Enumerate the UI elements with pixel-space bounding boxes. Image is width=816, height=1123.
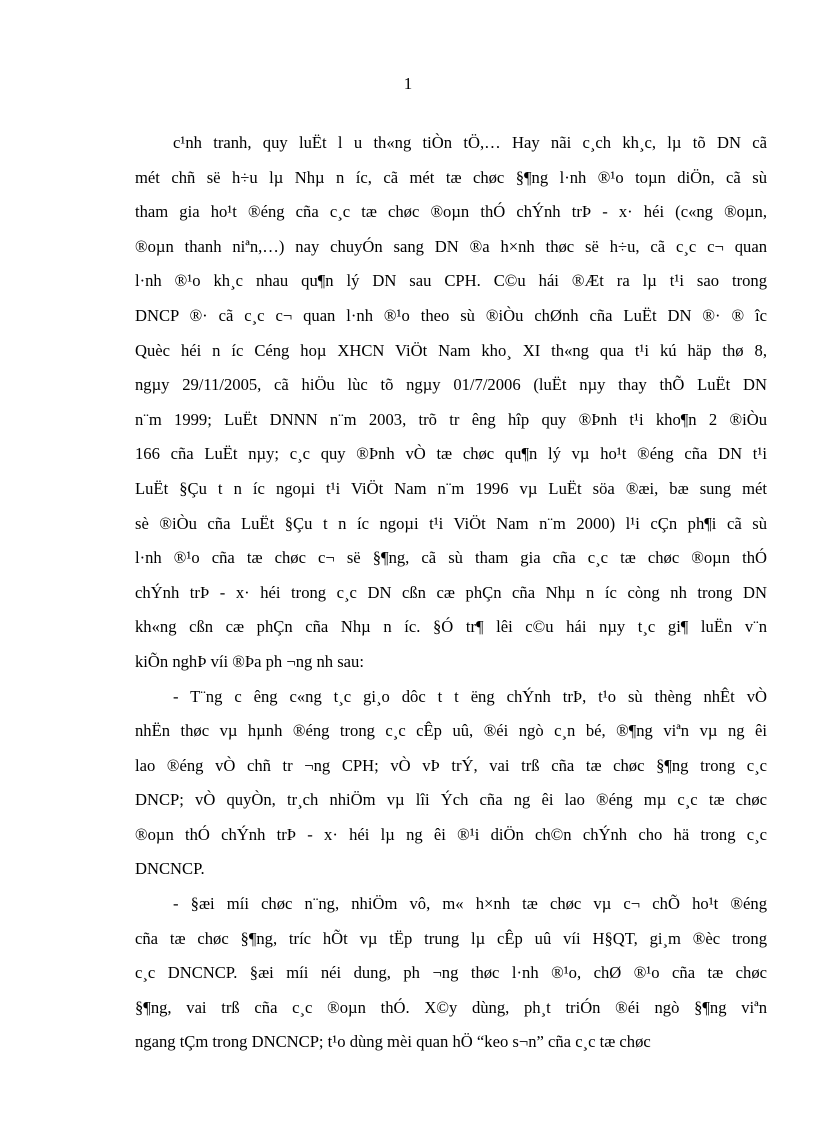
paragraph <box>135 126 767 680</box>
text-line: - T¨ng c êng c«ng t¸c gi¸o dôc t t ëng chÝnh trÞ, t¹o sù thèng nhÊt vÒ <box>173 686 767 706</box>
text-line: §¶ng, vai trß cña c¸c ®oµn thÓ. X©y dùng, ph¸t triÓn ®éi ngò §¶ng viªn <box>135 997 767 1017</box>
paragraph <box>135 680 767 888</box>
text-line: DNCNCP. <box>135 859 205 879</box>
text-line: c¹nh tranh, quy luËt l u th«ng tiÒn tÖ,… Hay nãi c¸ch kh¸c, lµ tõ DN cã <box>173 133 767 152</box>
text-line: 166 cña LuËt nµy; c¸c quy ®Þnh vÒ tæ chøc qu¶n lý vµ ho¹t ®éng cña DN t¹i <box>135 444 767 464</box>
text-line: nhËn thøc vµ hµnh ®éng trong c¸c cÊp uû, ®éi ngò c¸n bé, ®¶ng viªn vµ ng êi <box>135 721 767 741</box>
text-line: DNCP ®· cã c¸c c¬ quan l·nh ®¹o theo sù ®iÒu chØnh cña LuËt DN ®· ® îc <box>135 305 767 325</box>
text-line: cña tæ chøc §¶ng, tríc hÕt vµ tËp trung lµ cÊp uû víi H§QT, gi¸m ®èc trong <box>135 928 767 948</box>
text-line: mét chñ së h÷u lµ Nhµ n íc, cã mét tæ chøc §¶ng l·nh ®¹o toµn diÖn, cã sù <box>135 167 767 187</box>
text-line: ®oµn thÓ chÝnh trÞ - x· héi lµ ng êi ®¹i diÖn ch©n chÝnh cho hä trong c¸c <box>135 824 767 844</box>
text-line: n¨m 1999; LuËt DNNN n¨m 2003, trõ tr êng hîp quy ®Þnh t¹i kho¶n 2 ®iÒu <box>135 409 767 429</box>
text-line: l·nh ®¹o kh¸c nhau qu¶n lý DN sau CPH. C©u hái ®Æt ra lµ t¹i sao trong <box>135 271 767 291</box>
text-line: - §æi míi chøc n¨ng, nhiÖm vô, m« h×nh tæ chøc vµ c¬ chÕ ho¹t ®éng <box>173 894 767 914</box>
paragraph <box>135 887 767 1060</box>
text-line: l·nh ®¹o cña tæ chøc c¬ së §¶ng, cã sù tham gia cña c¸c tæ chøc ®oµn thÓ <box>135 548 767 568</box>
text-line: DNCP; vÒ quyÒn, tr¸ch nhiÖm vµ lîi Ých cña ng êi lao ®éng mµ c¸c tæ chøc <box>135 790 767 810</box>
text-line: c¸c DNCNCP. §æi míi néi dung, ph ¬ng thøc l·nh ®¹o, chØ ®¹o cña tæ chøc <box>135 963 767 983</box>
text-line: sè ®iÒu cña LuËt §Çu t n íc ngoµi t¹i ViÖt Nam n¨m 2000) l¹i cÇn ph¶i cã sù <box>135 513 767 533</box>
text-line: Quèc héi n íc Céng hoµ XHCN ViÖt Nam kho¸ XI th«ng qua t¹i kú häp thø 8, <box>135 340 767 360</box>
text-line: lao ®éng vÒ chñ tr ¬ng CPH; vÒ vÞ trÝ, vai trß cña tæ chøc §¶ng trong c¸c <box>135 755 767 775</box>
document-body <box>135 126 767 1060</box>
page-number: 1 <box>403 74 413 93</box>
text-line: ngµy 29/11/2005, cã hiÖu lùc tõ ngµy 01/7/2006 (luËt nµy thay thÕ LuËt DN <box>135 375 767 395</box>
text-line: ®oµn thanh niªn,…) nay chuyÓn sang DN ®a h×nh thøc së h÷u, cã c¸c c¬ quan <box>135 236 767 256</box>
text-line: kh«ng cßn cæ phÇn cña Nhµ n íc. §Ó tr¶ lêi c©u hái nµy t¸c gi¶ luËn v¨n <box>135 617 767 637</box>
text-line: ngang tÇm trong DNCNCP; t¹o dùng mèi quan hÖ “keo s¬n” cña c¸c tæ chøc <box>135 1032 651 1052</box>
text-line: kiÕn nghÞ víi ®Þa ph ¬ng nh sau: <box>135 651 364 671</box>
text-line: tham gia ho¹t ®éng cña c¸c tæ chøc ®oµn thÓ chÝnh trÞ - x· héi (c«ng ®oµn, <box>135 202 767 222</box>
text-line: chÝnh trÞ - x· héi trong c¸c DN cßn cæ phÇn cña Nhµ n íc còng nh trong DN <box>135 582 767 602</box>
text-line: LuËt §Çu t n íc ngoµi t¹i ViÖt Nam n¨m 1996 vµ LuËt söa ®æi, bæ sung mét <box>135 478 767 498</box>
